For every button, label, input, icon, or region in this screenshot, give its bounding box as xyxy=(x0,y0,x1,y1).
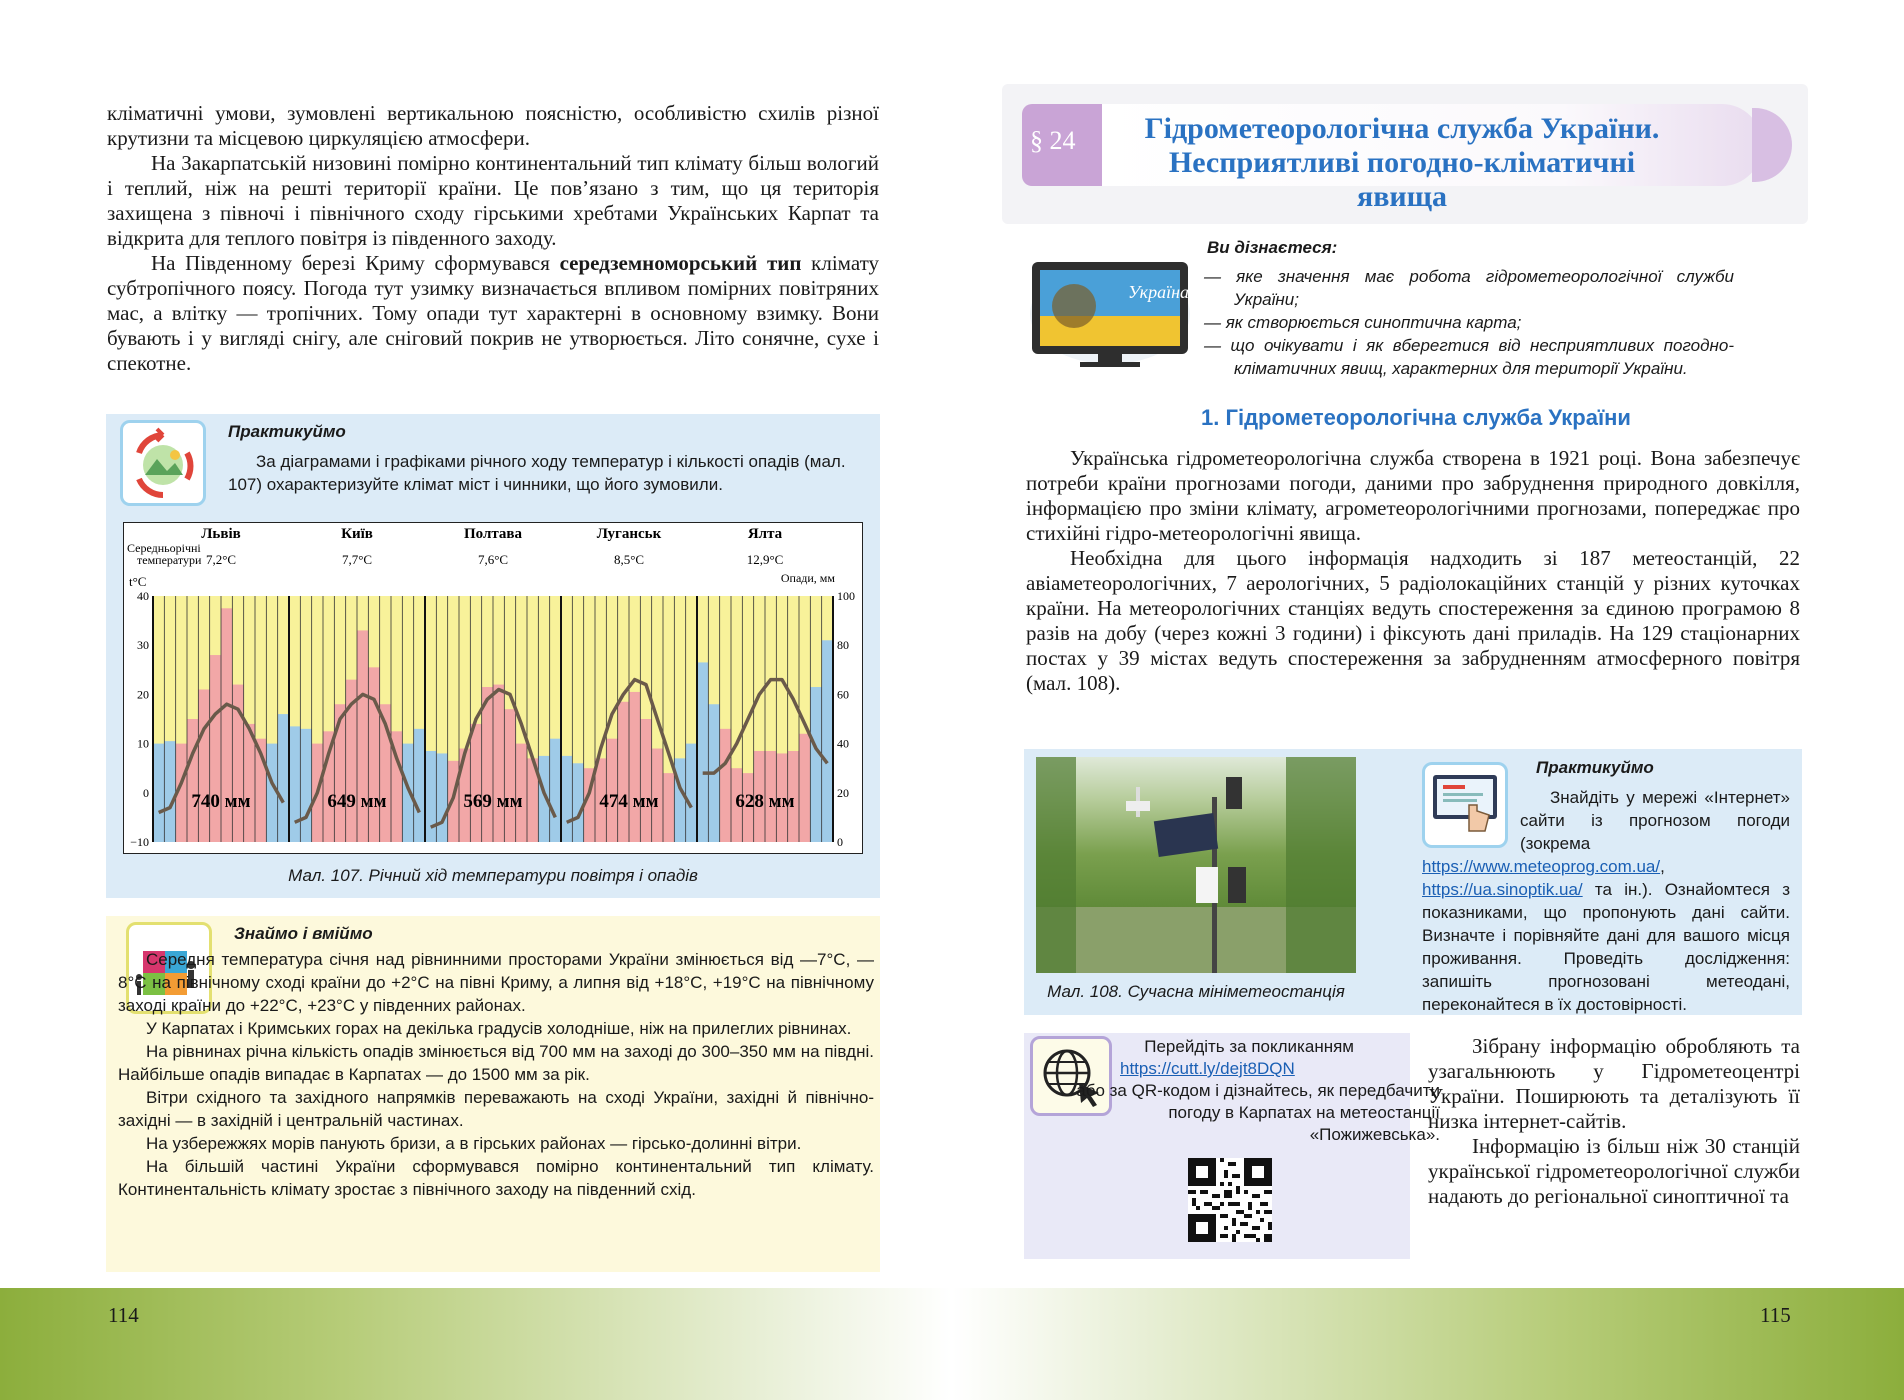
tv-screen-text: Україна xyxy=(1128,282,1190,302)
y-tick-right: 0 xyxy=(837,835,843,849)
city-name-label: Київ xyxy=(341,526,373,542)
title-line: Несприятливі погодно-кліматичні xyxy=(1168,146,1636,179)
figure-caption: Мал. 107. Річний хід температури повітря і опадів xyxy=(288,866,698,885)
precip-bar xyxy=(572,763,583,842)
right-axis-label: Опади, мм xyxy=(780,571,835,585)
learn-item: — що очікувати і як вберегтися від несприятливих погодно-кліматичних явищ, характерних для території України. xyxy=(1204,336,1734,378)
precip-bar xyxy=(368,667,379,842)
row-label: Середньорічні xyxy=(127,541,201,555)
bold-term: середземноморський тип xyxy=(559,251,802,275)
annual-precip-label: 474 мм xyxy=(599,790,659,812)
practice-title-right: Практикуймо xyxy=(1536,758,1654,777)
paragraph: Необхідна для цього інформація надходить зі 187 метеостанцій, 22 авіаметеорологічних, 7 аерологічних, 5 радіолокаційних станцій у різних куточках країни. На метеорологічних станціях ведуть спостереження за єдиною програмою 8 разів на добу (через кожні 3 години) і фіксують дані приладів. На 129 стаціонарних постах у 39 містах ведуть спостереження за забрудненням атмосферного повітря (мал. 108). xyxy=(1026,546,1800,695)
precip-bar xyxy=(822,640,833,842)
avg-temp-label: 7,2°C xyxy=(205,552,237,567)
precip-bar xyxy=(289,726,300,842)
precip-bar xyxy=(720,729,731,842)
avg-temp-label: 7,7°C xyxy=(341,552,373,567)
paragraph: Зібрану інформацію обробляють та узагальнюють у Гідрометеоцентрі України. Поширюють та деталізують її низка інтернет-сайтів. xyxy=(1428,1034,1800,1133)
y-tick-left: 40 xyxy=(137,589,149,603)
cutt-ly-link[interactable]: https://cutt.ly/dejt8DQN xyxy=(1120,1059,1295,1078)
practice-box xyxy=(106,414,880,898)
weather-station-photo xyxy=(1036,757,1356,973)
paragraph-text: клімату субтропічного поясу. Погода тут узимку визначається впливом помірних повітряних мас, а влітку — тропічних. Тому опади тут характерні в основному взимку. Вони бувають і у вигляді снігу, але сніговий покрив не утворюється. Літо сонячне, сухе і спекотне. xyxy=(107,251,879,375)
climate-chart-svg xyxy=(123,522,863,854)
title-line: Гідрометеорологічна служба України. xyxy=(1144,112,1660,145)
precip-bar xyxy=(244,724,255,842)
paragraph: Українська гідрометеорологічна служба створена в 1921 році. Вона забезпечує потреби країни прогнозами погоди, даними про забруднення природного довкілля, інформацією про зміни клімату, агрометеорологічними прогнозами, попереджає про стихійні гідро-метеорологічні явища. xyxy=(1026,446,1800,545)
city-name-label: Луганськ xyxy=(596,526,662,542)
weather-station-icon xyxy=(1036,757,1356,973)
subheading: 1. Гідрометеорологічна служба України xyxy=(1201,405,1631,430)
left-axis-label: t°C xyxy=(129,574,147,589)
comma: , xyxy=(1660,857,1665,876)
precip-bar xyxy=(663,773,674,842)
precip-bar xyxy=(164,741,175,842)
precip-bar xyxy=(810,687,821,842)
practice-icon xyxy=(120,420,206,506)
learn-list xyxy=(1204,265,1734,380)
know-box xyxy=(106,916,880,1272)
link-box-text-b: або за QR-кодом і дізнайтесь, як передбачити погоду в Карпатах на метеостанції «Пожижевська». xyxy=(1076,1081,1440,1144)
right-text-block xyxy=(1026,446,1800,696)
practice-links-line xyxy=(1422,855,1790,878)
y-tick-right: 60 xyxy=(837,687,849,702)
paragraph: На Закарпатській низовині помірно континентальний тип клімату більш вологий і теплий, ніж на решті території країни. Це пов’язано з тим, що ця територія захищена з півночі і північного сходу гірськими хребтами Українських Карпат та відкрита для теплого повітря із південного заходу. xyxy=(107,151,879,250)
television-icon xyxy=(1028,258,1192,368)
paragraph-text: На Південному березі Криму сформувався xyxy=(151,251,560,275)
photo-caption: Мал. 108. Сучасна мініметеостанція xyxy=(1047,982,1345,1001)
y-tick-right: 20 xyxy=(837,785,849,800)
link-box-text xyxy=(1120,1036,1354,1080)
tv-icon xyxy=(1028,258,1192,368)
paragraph: Інформацію із більш ніж 30 станцій української гідрометеорологічної служби надають до регіональної синоптичної та xyxy=(1428,1134,1800,1208)
right-bottom-text xyxy=(1428,1034,1800,1209)
y-tick-left: 20 xyxy=(137,687,149,702)
page-number-right: 115 xyxy=(1760,1303,1791,1327)
page-title xyxy=(1102,112,1702,214)
precip-bar xyxy=(640,719,651,842)
left-text-block xyxy=(107,101,879,376)
practice-links xyxy=(1422,855,1790,1016)
qr-code-image[interactable] xyxy=(1188,1158,1272,1242)
paragraph: кліматичні умови, зумовлені вертикальною поясністю, особливістю схилів різної крутизни та місцевою циркуляцією атмосфери. xyxy=(107,101,879,150)
avg-temp-label: 7,6°C xyxy=(477,552,509,567)
learn-item: — яке значення має робота гідрометеорологічної служби України; xyxy=(1204,267,1734,309)
precip-bar xyxy=(482,687,493,842)
computer-hand-icon xyxy=(1425,765,1505,845)
y-tick-left: 30 xyxy=(137,638,149,653)
practice-text: та ін.). Ознайомтеся з показниками, що пропонують дані сайти. Визначте і порівняйте дані для вашого місця проживання. Проведіть дослідження: запишіть прогнозовані метеодані, переконайтеся в їх достовірності. xyxy=(1422,880,1790,1014)
precip-bar xyxy=(278,714,289,842)
precip-bar xyxy=(493,685,504,842)
row-label: температури xyxy=(137,553,202,567)
paragraph xyxy=(107,251,879,376)
practice-text-right-a: Знайдіть у мережі «Інтернет» сайти із прогнозом погоди (зокрема xyxy=(1520,788,1790,853)
annual-precip-label: 569 мм xyxy=(463,790,523,812)
know-paragraph: Вітри східного та західного напрямків переважають на сході України, західні й північно-західні — в західній і центральній частинах. xyxy=(118,1088,874,1130)
y-tick-left: 10 xyxy=(137,736,149,751)
precip-bar xyxy=(198,689,209,842)
climate-chart xyxy=(123,522,863,854)
y-tick-left: 0 xyxy=(143,785,149,800)
avg-temp-label: 8,5°C xyxy=(613,552,645,567)
page-number-left: 114 xyxy=(108,1303,139,1327)
precip-bar xyxy=(187,719,198,842)
learn-item: — як створюється синоптична карта; xyxy=(1204,313,1522,332)
city-name-label: Львів xyxy=(201,526,241,542)
precip-bar xyxy=(436,753,447,842)
know-title: Знаймо і вміймо xyxy=(234,924,373,943)
annual-precip-label: 649 мм xyxy=(327,790,387,812)
city-name-label: Полтава xyxy=(463,526,523,542)
know-paragraph: На рівнинах річна кількість опадів змінюється від 700 мм на заході до 300–350 мм на півдні. Найбільше опадів випадає в Карпатах — до 1500 мм за рік. xyxy=(118,1042,874,1084)
practice-title: Практикуймо xyxy=(228,422,346,441)
precip-bar xyxy=(686,744,697,842)
precip-bar xyxy=(799,734,810,842)
right-page xyxy=(952,0,1904,1400)
know-text xyxy=(118,948,874,1201)
precip-bar xyxy=(561,756,572,842)
practice-text: За діаграмами і графіками річного ходу температур і кількості опадів (мал. 107) охарактеризуйте клімат міст і чинники, що його зумовили. xyxy=(228,452,846,494)
y-tick-right: 80 xyxy=(837,638,849,653)
qr-code-icon xyxy=(1188,1158,1272,1242)
precip-bar xyxy=(550,739,561,842)
precip-bar xyxy=(334,704,345,842)
know-paragraph: На узбережжях морів панують бризи, а в гірських районах — гірсько-долинні вітри. xyxy=(146,1134,802,1153)
meteoprog-link[interactable]: https://www.meteoprog.com.ua/ xyxy=(1422,857,1661,876)
sinoptik-link[interactable]: https://ua.sinoptik.ua/ xyxy=(1422,880,1583,899)
learn-title: Ви дізнаєтеся: xyxy=(1207,238,1338,257)
precip-bar xyxy=(210,655,221,842)
y-tick-left: −10 xyxy=(130,835,149,849)
precip-bar xyxy=(300,729,311,842)
avg-temp-label: 12,9°C xyxy=(746,552,784,567)
city-name-label: Ялта xyxy=(747,526,783,542)
precip-bar xyxy=(697,662,708,842)
precip-bar xyxy=(504,709,515,842)
footer-band xyxy=(0,1288,1904,1400)
precip-bar xyxy=(153,744,164,842)
y-tick-right: 40 xyxy=(837,736,849,751)
precip-bar xyxy=(618,702,629,842)
precip-bar xyxy=(629,692,640,842)
practice-icon-right xyxy=(1422,762,1508,848)
y-tick-right: 100 xyxy=(837,589,855,603)
know-paragraph: Середня температура січня над рівнинними просторами України змінюється від —7°C, —8°C на північному сході країни до +2°C на півні Криму, а липня від +18°C, +19°C на північному заході країни до +22°C, +23°C у південних районах. xyxy=(118,950,874,1015)
link-box-text-a: Перейдіть за покликанням xyxy=(1144,1037,1354,1056)
title-line: явища xyxy=(1356,180,1448,213)
precip-bar xyxy=(425,751,436,842)
annual-precip-label: 740 мм xyxy=(191,790,251,812)
practice-text-right-b xyxy=(1422,878,1790,1016)
precip-bar xyxy=(470,724,481,842)
cycle-landscape-icon xyxy=(123,423,203,503)
precip-bar xyxy=(414,729,425,842)
know-paragraph: На більшій частині України сформувався помірно континентальний тип клімату. Континентальність клімату зростає з північного заходу на південний схід. xyxy=(118,1157,874,1199)
know-paragraph: У Карпатах і Кримських горах на декілька градусів холодніше, ніж на прилеглих рівнинах. xyxy=(146,1019,852,1038)
section-number: § 24 xyxy=(1030,126,1076,155)
annual-precip-label: 628 мм xyxy=(735,790,795,812)
